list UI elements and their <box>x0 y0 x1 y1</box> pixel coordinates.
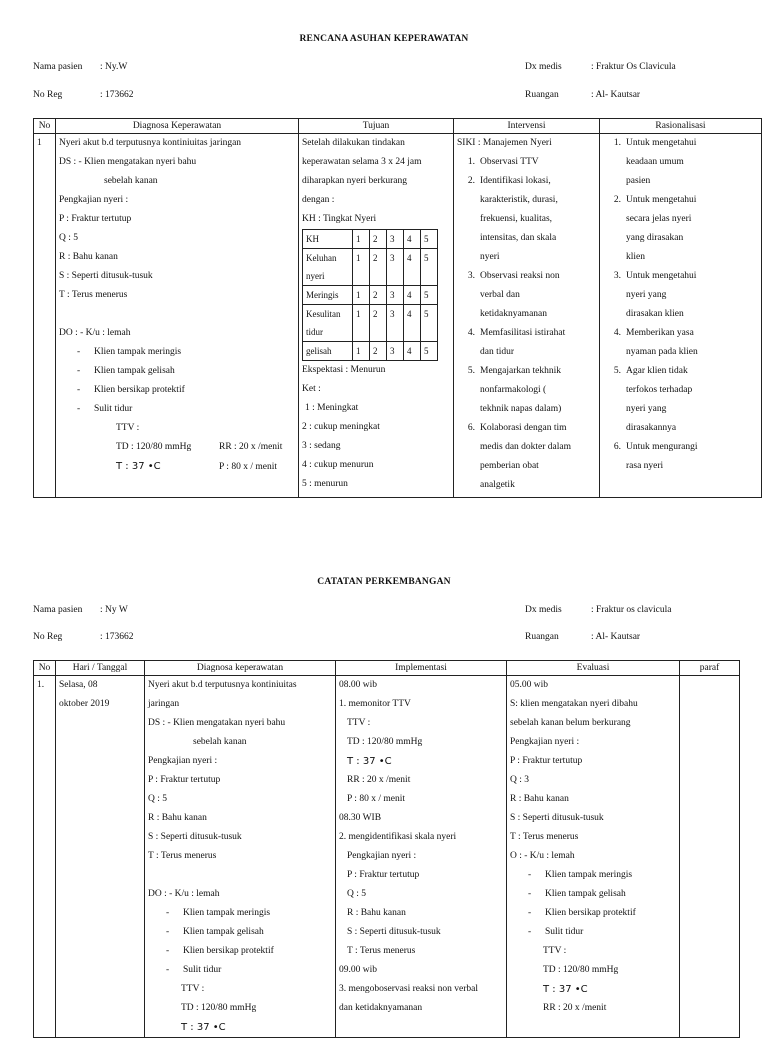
progress-notes-table <box>33 660 740 1038</box>
intervensi-item-line: Kolaborasi dengan tim <box>480 423 567 433</box>
diagnosa-line: DO : - K/u : lemah <box>59 328 131 338</box>
diagnosa-line: Pengkajian nyeri : <box>148 756 218 766</box>
vitals-td: TD : 120/80 mmHg <box>181 1003 257 1013</box>
intervensi-item <box>457 324 596 362</box>
intervensi-cell <box>454 134 600 498</box>
diagnosa-line: R : Bahu kanan <box>59 252 118 262</box>
impl-line: P : Fraktur tertutup <box>347 870 420 880</box>
impl-line: P : 80 x / menit <box>347 794 405 804</box>
scale-row <box>303 305 438 342</box>
diagnosa-bullet: - Klien tampak meringis <box>59 343 295 362</box>
diagnosa-cell <box>56 134 299 498</box>
impl-line: TTV : <box>347 718 371 728</box>
vitals-rr: RR : 20 x /menit <box>219 442 283 452</box>
scale-row <box>303 249 438 286</box>
diagnosa-bullet: - Klien tampak meringis <box>148 904 332 923</box>
eval-line: Pengkajian nyeri : <box>510 737 580 747</box>
rasionalisasi-item-text <box>626 134 696 191</box>
rasionalisasi-item-number: 6. <box>613 442 621 452</box>
col-header-hari: Hari / Tanggal <box>56 661 145 676</box>
scale-label: KH <box>303 230 353 249</box>
vitals-temp: T : 37 •C <box>543 984 588 995</box>
scale-cell: 4 <box>404 249 421 286</box>
impl-line: R : Bahu kanan <box>347 908 406 918</box>
diagnosa-line: DO : - K/u : lemah <box>148 889 220 899</box>
diagnosa-bullet: - Klien bersikap protektif <box>59 381 295 400</box>
intervensi-item-line: tekhnik napas dalam) <box>480 404 562 414</box>
intervensi-item-line: Identifikasi lokasi, <box>480 176 551 186</box>
patient-name-label: Nama pasien <box>33 62 83 72</box>
intervensi-item-number: 3. <box>467 271 475 281</box>
rasionalisasi-item-text <box>626 324 698 362</box>
rasionalisasi-item <box>603 267 758 324</box>
eval-line: 05.00 wib <box>510 680 548 690</box>
diagnosa-line: P : Fraktur tertutup <box>148 775 221 785</box>
intervensi-item-text <box>480 153 539 172</box>
legend-item: 2 : cukup meningkat <box>302 422 380 432</box>
col-header-no: No <box>34 661 56 676</box>
impl-line: T : 37 •C <box>347 756 392 767</box>
eval-line: R : Bahu kanan <box>510 794 569 804</box>
care-plan-table <box>33 118 762 498</box>
diagnosa-line: Nyeri akut b.d terputusnya kontiniuitas <box>148 680 297 690</box>
vitals-label: TTV : <box>181 984 205 994</box>
intervensi-item-line: dan tidur <box>480 347 515 357</box>
impl-line: 09.00 wib <box>339 965 377 975</box>
scale-cell: 3 <box>387 286 404 305</box>
col-header-tujuan: Tujuan <box>299 119 454 134</box>
intervensi-item-line: medis dan dokter dalam <box>480 442 572 452</box>
tujuan-line: KH : Tingkat Nyeri <box>302 214 377 224</box>
rasionalisasi-item-line: yang dirasakan <box>626 233 684 243</box>
diagnosa-line: Pengkajian nyeri : <box>59 195 129 205</box>
scale-row <box>303 342 438 361</box>
intervensi-item-line: Memfasilitasi istirahat <box>480 328 566 338</box>
intervensi-item-line: analgetik <box>480 480 515 490</box>
diagnosa-line: R : Bahu kanan <box>148 813 207 823</box>
col-header-evaluasi: Evaluasi <box>507 661 680 676</box>
vitals-temp: T : 37 •C <box>116 461 161 472</box>
eval-line: T : Terus menerus <box>510 832 579 842</box>
eval-bullet: - Klien tampak gelisah <box>510 885 676 904</box>
eval-line: S : Seperti ditusuk-tusuk <box>510 813 604 823</box>
scale-cell: 2 <box>370 230 387 249</box>
row-number: 1 <box>34 134 56 498</box>
diagnosa-line: S : Seperti ditusuk-tusuk <box>148 832 242 842</box>
scale-row <box>303 230 438 249</box>
col-header-intervensi: Intervensi <box>454 119 600 134</box>
diagnosa-line: S : Seperti ditusuk-tusuk <box>59 271 153 281</box>
scale-cell: 3 <box>387 305 404 342</box>
scale-cell: 4 <box>404 305 421 342</box>
reg-number-label: No Reg <box>33 90 63 100</box>
intervensi-item-number: 2. <box>467 176 475 186</box>
legend-heading: Ket : <box>302 384 321 394</box>
impl-line: 2. mengidentifikasi skala nyeri <box>339 832 457 842</box>
intervensi-item <box>457 362 596 419</box>
row-number: 1. <box>34 676 56 1038</box>
patient-name-value: : Ny W <box>100 605 128 615</box>
diagnosa-line: P : Fraktur tertutup <box>59 214 132 224</box>
diagnosa-line: jaringan <box>148 699 180 709</box>
eval-bullet: - Sulit tidur <box>510 923 676 942</box>
medical-dx-label: Dx medis <box>525 605 562 615</box>
intervensi-item-text <box>480 362 561 419</box>
rasionalisasi-item-line: secara jelas nyeri <box>626 214 692 224</box>
legend-item: 3 : sedang <box>302 441 341 451</box>
tujuan-line: dengan : <box>302 195 335 205</box>
scale-cell: 2 <box>370 286 387 305</box>
ward-value: : Al- Kautsar <box>591 90 641 100</box>
eval-line: P : Fraktur tertutup <box>510 756 583 766</box>
impl-line: Pengkajian nyeri : <box>347 851 417 861</box>
paraf-cell <box>680 676 740 1038</box>
diagnosa-line: Nyeri akut b.d terputusnya kontiniuitas jaringan <box>59 138 242 148</box>
scale-cell: 1 <box>353 342 370 361</box>
diagnosa-line: DS : - Klien mengatakan nyeri bahu <box>148 718 286 728</box>
patient-name-value: : Ny.W <box>100 62 128 72</box>
vitals-rr: RR : 20 x /menit <box>543 1003 607 1013</box>
col-header-implementasi: Implementasi <box>336 661 507 676</box>
impl-line: 3. mengoboservasi reaksi non verbal <box>339 984 479 994</box>
scale-cell: 3 <box>387 342 404 361</box>
intervensi-item-line: verbal dan <box>480 290 520 300</box>
rasionalisasi-item-number: 2. <box>613 195 621 205</box>
diagnosa-line: sebelah kanan <box>193 737 247 747</box>
scale-cell: 4 <box>404 230 421 249</box>
diagnosa-bullet: - Sulit tidur <box>59 400 295 419</box>
date-line: oktober 2019 <box>59 699 110 709</box>
eval-bullet: - Klien bersikap protektif <box>510 904 676 923</box>
medical-dx-value: : Fraktur os clavicula <box>591 605 672 615</box>
scale-cell: 1 <box>353 249 370 286</box>
intervensi-item-number: 6. <box>467 423 475 433</box>
intervensi-item-line: Observasi reaksi non <box>480 271 560 281</box>
scale-cell: 5 <box>421 230 438 249</box>
vitals-label: TTV : <box>116 423 140 433</box>
col-header-diagnosa: Diagnosa Keperawatan <box>56 119 299 134</box>
vitals-label: TTV : <box>543 946 567 956</box>
eval-line: Q : 3 <box>510 775 529 785</box>
scale-row <box>303 286 438 305</box>
intervensi-item-line: karakteristik, durasi, <box>480 195 558 205</box>
rasionalisasi-item <box>603 362 758 438</box>
pain-level-scale-table <box>302 229 438 361</box>
rasionalisasi-item-number: 5. <box>613 366 621 376</box>
intervensi-item-number: 1. <box>467 157 475 167</box>
vitals-td: TD : 120/80 mmHg <box>543 965 619 975</box>
diagnosa-bullet: - Sulit tidur <box>148 961 332 980</box>
rasionalisasi-list <box>603 134 758 476</box>
diagnosa-line: T : Terus menerus <box>59 290 128 300</box>
scale-cell-target: 5 <box>421 342 438 361</box>
ward-value: : Al- Kautsar <box>591 632 641 642</box>
tujuan-line: diharapkan nyeri berkurang <box>302 176 407 186</box>
scale-label: gelisah <box>303 342 353 361</box>
tujuan-cell <box>299 134 454 498</box>
ward-label: Ruangan <box>525 632 559 642</box>
rasionalisasi-item-line: rasa nyeri <box>626 461 664 471</box>
ward-label: Ruangan <box>525 90 559 100</box>
scale-cell-target: 5 <box>421 286 438 305</box>
rasionalisasi-item-line: pasien <box>626 176 651 186</box>
intervensi-item <box>457 267 596 324</box>
vitals-td: TD : 120/80 mmHg <box>116 442 192 452</box>
rasionalisasi-item-text <box>626 438 698 476</box>
scale-label: Meringis <box>303 286 353 305</box>
intervensi-item-number: 5. <box>467 366 475 376</box>
vitals-pulse: P : 80 x / menit <box>219 462 277 472</box>
impl-line: 1. memonitor TTV <box>339 699 411 709</box>
diagnosa-line: Q : 5 <box>59 233 78 243</box>
rasionalisasi-item-line: nyeri yang <box>626 404 667 414</box>
intervensi-item <box>457 419 596 495</box>
scale-cell-target: 5 <box>421 249 438 286</box>
expectation-text: Ekspektasi : Menurun <box>302 365 386 375</box>
impl-line: 08.00 wib <box>339 680 377 690</box>
page-title-rencana: RENCANA ASUHAN KEPERAWATAN <box>299 34 469 44</box>
diagnosa-bullet: - Klien bersikap protektif <box>148 942 332 961</box>
rasionalisasi-item <box>603 324 758 362</box>
col-header-diagnosa: Diagnosa keperawatan <box>145 661 336 676</box>
intervensi-item-line: frekuensi, kualitas, <box>480 214 553 224</box>
rasionalisasi-item-number: 1. <box>613 138 621 148</box>
intervensi-item-text <box>480 172 558 267</box>
page-title-catatan: CATATAN PERKEMBANGAN <box>317 577 451 587</box>
diagnosa-bullet: - Klien tampak gelisah <box>148 923 332 942</box>
eval-line: sebelah kanan belum berkurang <box>510 718 631 728</box>
col-header-paraf: paraf <box>680 661 740 676</box>
rasionalisasi-item-line: Memberikan yasa <box>626 328 694 338</box>
legend-item: 4 : cukup menurun <box>302 460 374 470</box>
col-header-no: No <box>34 119 56 134</box>
implementasi-cell <box>336 676 507 1038</box>
tujuan-line: Setelah dilakukan tindakan <box>302 138 405 148</box>
reg-number-value: : 173662 <box>100 90 134 100</box>
scale-cell: 1 <box>353 305 370 342</box>
rasionalisasi-item-line: dirasakannya <box>626 423 677 433</box>
eval-bullet: - Klien tampak meringis <box>510 866 676 885</box>
diagnosa-cell <box>145 676 336 1038</box>
reg-number-label: No Reg <box>33 632 63 642</box>
intervensi-item-line: ketidaknyamanan <box>480 309 548 319</box>
intervensi-list <box>457 153 596 495</box>
intervensi-item-line: nyeri <box>480 252 500 262</box>
rasionalisasi-item <box>603 438 758 476</box>
rasionalisasi-item-line: nyaman pada klien <box>626 347 698 357</box>
intervensi-item-number: 4. <box>467 328 475 338</box>
intervensi-item-line: Mengajarkan tekhnik <box>480 366 561 376</box>
scale-cell: 4 <box>404 342 421 361</box>
intervensi-item-text <box>480 324 565 362</box>
rasionalisasi-item-number: 3. <box>613 271 621 281</box>
legend-item: 5 : menurun <box>302 479 348 489</box>
intervensi-item-line: nonfarmakologi ( <box>480 385 547 395</box>
impl-line: T : Terus menerus <box>347 946 416 956</box>
scale-cell: 2 <box>370 305 387 342</box>
rasionalisasi-item-text <box>626 191 696 267</box>
vitals-temp: T : 37 •C <box>181 1022 226 1033</box>
intervensi-item <box>457 172 596 267</box>
medical-dx-label: Dx medis <box>525 62 562 72</box>
rasionalisasi-item-line: Untuk mengetahui <box>626 195 697 205</box>
rasionalisasi-item-line: dirasakan klien <box>626 309 684 319</box>
tujuan-line: keperawatan selama 3 x 24 jam <box>302 157 422 167</box>
date-line: Selasa, 08 <box>59 680 98 690</box>
rasionalisasi-item-line: nyeri yang <box>626 290 667 300</box>
intervensi-item-text <box>480 267 560 324</box>
intervensi-item-line: Observasi TTV <box>480 157 539 167</box>
scale-cell: 3 <box>387 249 404 286</box>
diagnosa-line: DS : - Klien mengatakan nyeri bahu <box>59 157 197 167</box>
intervensi-item <box>457 153 596 172</box>
rasionalisasi-item <box>603 191 758 267</box>
diagnosa-bullet: - Klien tampak gelisah <box>59 362 295 381</box>
impl-line: Q : 5 <box>347 889 366 899</box>
scale-cell: 1 <box>353 286 370 305</box>
scale-label: Keluhan nyeri <box>303 249 353 286</box>
impl-line: dan ketidaknyamanan <box>339 1003 423 1013</box>
impl-line: S : Seperti ditusuk-tusuk <box>347 927 441 937</box>
legend-item: 1 : Meningkat <box>305 403 359 413</box>
scale-cell: 4 <box>404 286 421 305</box>
rasionalisasi-cell <box>600 134 762 498</box>
rasionalisasi-item-line: Agar klien tidak <box>626 366 688 376</box>
diagnosa-line: T : Terus menerus <box>148 851 217 861</box>
eval-line: O : - K/u : lemah <box>510 851 575 861</box>
col-header-rasionalisasi: Rasionalisasi <box>600 119 762 134</box>
intervensi-item-text <box>480 419 571 495</box>
diagnosa-line: Q : 5 <box>148 794 167 804</box>
rasionalisasi-item <box>603 134 758 191</box>
scale-label: Kesulitan tidur <box>303 305 353 342</box>
rasionalisasi-item-line: keadaan umum <box>626 157 684 167</box>
rasionalisasi-item-text <box>626 362 692 438</box>
scale-cell: 2 <box>370 249 387 286</box>
rasionalisasi-item-line: klien <box>626 252 645 262</box>
impl-line: RR : 20 x /menit <box>347 775 411 785</box>
rasionalisasi-item-text <box>626 267 696 324</box>
scale-cell-target: 5 <box>421 305 438 342</box>
patient-name-label: Nama pasien <box>33 605 83 615</box>
impl-line: TD : 120/80 mmHg <box>347 737 423 747</box>
impl-line: 08.30 WIB <box>339 813 382 823</box>
scale-cell: 1 <box>353 230 370 249</box>
rasionalisasi-item-number: 4. <box>613 328 621 338</box>
intervensi-heading: SIKI : Manajemen Nyeri <box>457 138 552 148</box>
reg-number-value: : 173662 <box>100 632 134 642</box>
scale-cell: 2 <box>370 342 387 361</box>
medical-dx-value: : Fraktur Os Clavicula <box>591 62 676 72</box>
eval-line: S: klien mengatakan nyeri dibahu <box>510 699 638 709</box>
evaluasi-cell <box>507 676 680 1038</box>
rasionalisasi-item-line: Untuk mengetahui <box>626 138 697 148</box>
scale-cell: 3 <box>387 230 404 249</box>
intervensi-item-line: pemberian obat <box>480 461 539 471</box>
rasionalisasi-item-line: Untuk mengetahui <box>626 271 697 281</box>
diagnosa-line: sebelah kanan <box>104 176 158 186</box>
intervensi-item-line: intensitas, dan skala <box>480 233 557 243</box>
rasionalisasi-item-line: Untuk mengurangi <box>626 442 698 452</box>
rasionalisasi-item-line: terfokos terhadap <box>626 385 693 395</box>
hari-cell <box>56 676 145 1038</box>
